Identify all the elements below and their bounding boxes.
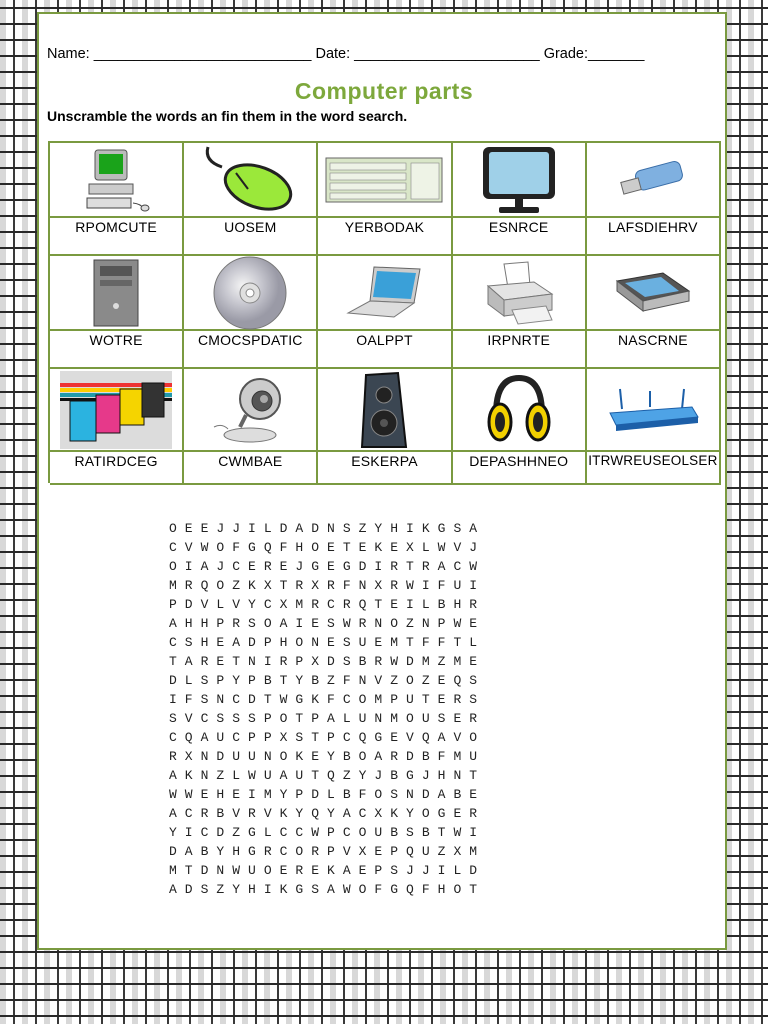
tower-icon: [88, 258, 144, 328]
scrambled-word-4: ESNRCE: [453, 218, 587, 256]
scrambled-word-8: OALPPT: [318, 331, 452, 369]
headphones-icon: [486, 374, 552, 446]
worksheet-page: [37, 12, 727, 950]
cell-ink-cartridge-image: [50, 369, 184, 452]
word-search-row: A C R B V R V K Y Q Y A C X K Y O G E R: [169, 806, 478, 821]
word-search-row: R X N D U U N O K E Y B O A R D B F M U: [169, 749, 478, 764]
cell-tower-image: [50, 256, 184, 331]
cell-usb-drive-image: [587, 143, 721, 218]
word-search-row: M T D N W U O E R E K A E P S J J I L D: [169, 863, 478, 878]
scrambled-word-10: NASCRNE: [587, 331, 721, 369]
picture-word-table: [48, 141, 721, 483]
page-title: Computer parts: [294, 78, 474, 104]
cell-scanner-image: [587, 256, 721, 331]
word-search-row: D A B Y H G R C O R P V X E P Q U Z X M: [169, 844, 478, 859]
scrambled-word-2: UOSEM: [184, 218, 318, 256]
mouse-icon: [202, 145, 298, 215]
cell-cd-image: [184, 256, 318, 331]
word-search-row: W W E H E I M Y P D L B F O S N D A B E: [169, 787, 478, 802]
word-search-row: A K N Z L W U A U T Q Z Y J B G J H N T: [169, 768, 478, 783]
ink-cartridge-icon: [60, 371, 172, 449]
scrambled-word-14: DEPASHHNEO: [453, 452, 587, 485]
word-search-row: A D S Z Y H I K G S A W O F G Q F H O T: [169, 882, 478, 897]
cell-mouse-image: [184, 143, 318, 218]
scrambled-word-12: CWMBAE: [184, 452, 318, 485]
monitor-icon: [481, 145, 557, 215]
word-search-row: I F S N C D T W G K F C O M P U T E R S: [169, 692, 478, 707]
scrambled-word-13: ESKERPA: [318, 452, 452, 485]
speaker-icon: [358, 371, 410, 449]
cell-laptop-image: [318, 256, 452, 331]
word-search-row: C S H E A D P H O N E S U E M T F F T L: [169, 635, 478, 650]
cell-webcam-image: [184, 369, 318, 452]
word-search-row: A H H P R S O A I E S W R N O Z N P W E: [169, 616, 478, 631]
webcam-icon: [212, 375, 288, 445]
word-search-row: T A R E T N I R P X D S B R W D M Z M E: [169, 654, 478, 669]
router-icon: [606, 387, 700, 433]
cell-router-image: [587, 369, 721, 452]
word-search-row: P D V L V Y C X M R C R Q T E I L B H R: [169, 597, 478, 612]
word-search-row: C Q A U C P P X S T P C Q G E V Q A V O: [169, 730, 478, 745]
scanner-icon: [613, 271, 693, 315]
scrambled-word-1: RPOMCUTE: [50, 218, 184, 256]
word-search-grid: [169, 519, 477, 899]
scrambled-word-6: WOTRE: [50, 331, 184, 369]
scrambled-word-7: CMOCSPDATIC: [184, 331, 318, 369]
instructions: Unscramble the words an fin them in the word search.: [47, 108, 408, 124]
scrambled-word-5: LAFSDIEHRV: [587, 218, 721, 256]
cell-monitor-image: [453, 143, 587, 218]
printer-icon: [482, 260, 556, 326]
word-search-row: D L S P Y P B T Y B Z F N V Z O Z E Q S: [169, 673, 478, 688]
name-date-grade-line: Name: ___________________________ Date: _______________________ Grade:_______: [47, 46, 645, 62]
scrambled-word-15: ITRWREUSEOLSER: [587, 452, 721, 485]
cell-speaker-image: [318, 369, 452, 452]
usb-drive-icon: [618, 160, 688, 200]
scrambled-word-11: RATIRDCEG: [50, 452, 184, 485]
cell-computer-image: [50, 143, 184, 218]
scrambled-word-3: YERBODAK: [318, 218, 452, 256]
word-search-row: S V C S S S P O T P A L U N M O U S E R: [169, 711, 478, 726]
word-search-row: Y I C D Z G L C C W P C O U B S B T W I: [169, 825, 478, 840]
cell-headphones-image: [453, 369, 587, 452]
word-search-row: C V W O F G Q F H O E T E K E X L W V J: [169, 540, 478, 555]
word-search-row: M R Q O Z K X T R X R F N X R W I F U I: [169, 578, 478, 593]
laptop-icon: [344, 265, 424, 321]
keyboard-icon: [325, 157, 443, 203]
scrambled-word-9: IRPNRTE: [453, 331, 587, 369]
word-search-row: O I A J C E R E J G E G D I R T R A C W: [169, 559, 478, 574]
computer-icon: [81, 148, 151, 212]
cell-keyboard-image: [318, 143, 452, 218]
cd-icon: [209, 255, 291, 331]
word-search-row: O E E J J I L D A D N S Z Y H I K G S A: [169, 521, 478, 536]
cell-printer-image: [453, 256, 587, 331]
